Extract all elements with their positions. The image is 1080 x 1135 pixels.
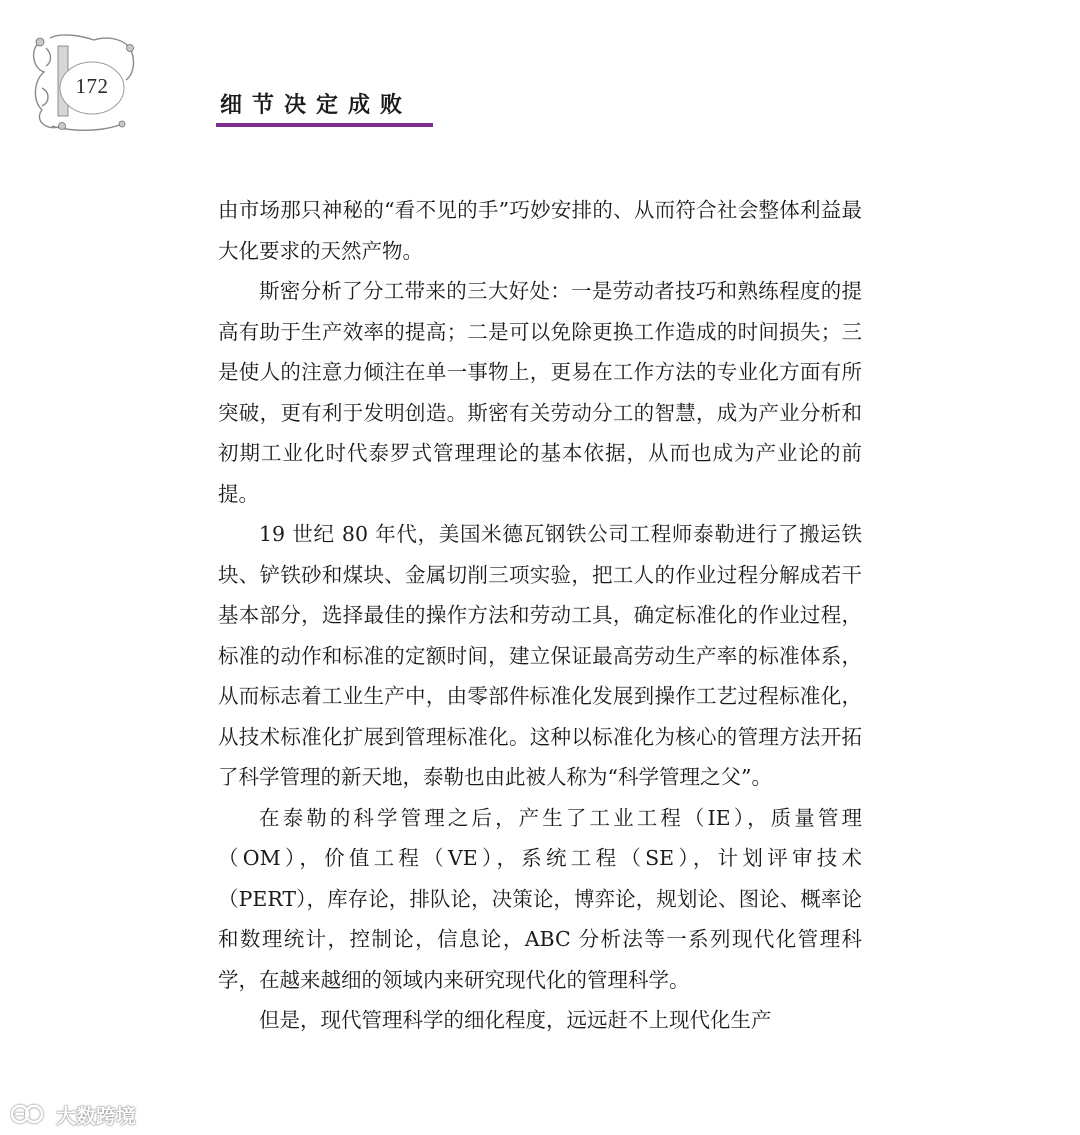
watermark — [10, 1098, 136, 1130]
paragraph: 在泰勒的科学管理之后，产生了工业工程（IE），质量管理（OM），价值工程（VE），系统工程（SE），计划评审技术（PERT），库存论，排队论，决策论，博弈论，规划论、图论、概率论和数理统计，控制论，信息论，ABC 分析法等一系列现代化管理科学，在越来越细的领域内来研究现代化的管理科学。 — [218, 805, 862, 992]
watermark-logo-icon — [10, 1100, 50, 1128]
watermark-text: 大数跨境 — [56, 1103, 136, 1128]
page-body — [218, 190, 862, 1041]
paragraph: 斯密分析了分工带来的三大好处：一是劳动者技巧和熟练程度的提高有助于生产效率的提高；二是可以免除更换工作造成的时间损失；三是使人的注意力倾注在单一事物上，更易在工作方法的专业化方面有所突破，更有利于发明创造。斯密有关劳动分工的智慧，成为产业分析和初期工业化时代泰罗式管理理论的基本依据，从而也成为产业论的前提。 — [218, 279, 862, 506]
paragraph: 由市场那只神秘的“看不见的手”巧妙安排的、从而符合社会整体利益最大化要求的天然产物。 — [218, 198, 862, 263]
title-underline — [216, 123, 433, 127]
paragraph: 19 世纪 80 年代，美国米德瓦钢铁公司工程师泰勒进行了搬运铁块、铲铁砂和煤块、金属切削三项实验，把工人的作业过程分解成若干基本部分，选择最佳的操作方法和劳动工具，确定标准化的作业过程，标准的动作和标准的定额时间，建立保证最高劳动生产率的标准体系，从而标志着工业生产中，由零部件标准化发展到操作工艺过程标准化，从技术标准化扩展到管理标准化。这种以标准化为核心的管理方法开拓了科学管理的新天地，泰勒也由此被人称为“科学管理之父”。 — [218, 522, 862, 789]
page-number: 172 — [75, 74, 109, 98]
paragraph: 但是，现代管理科学的细化程度，远远赶不上现代化生产 — [259, 1008, 772, 1032]
running-title: 细节决定成败 — [220, 92, 413, 118]
